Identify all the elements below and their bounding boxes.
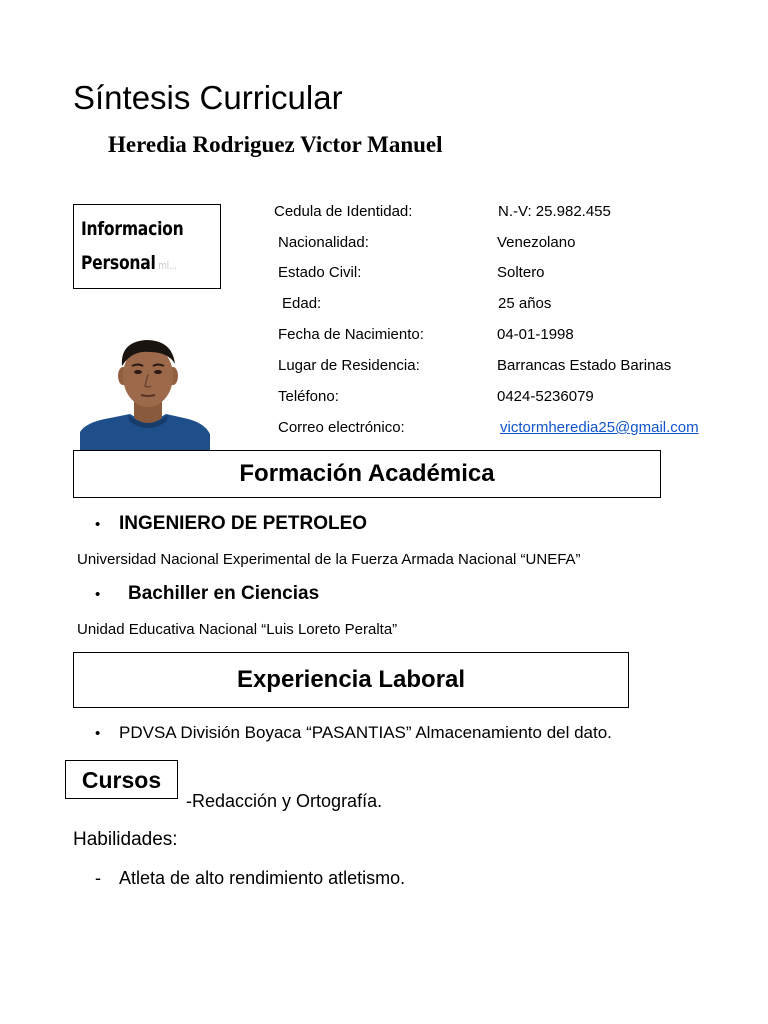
- profile-photo: [80, 336, 210, 450]
- personal-info-box-label: [81, 212, 183, 283]
- experience-bullet-1: •: [95, 725, 101, 742]
- personal-info-box-faint-text: ml...: [158, 259, 177, 272]
- education-institution-1: Universidad Nacional Experimental de la Fuerza Armada Nacional “UNEFA”: [77, 551, 581, 568]
- birth-date-label: Fecha de Nacimiento:: [278, 326, 424, 343]
- experience-item-1: PDVSA División Boyaca “PASANTIAS” Almacenamiento del dato.: [119, 723, 612, 742]
- age-label: Edad:: [282, 295, 322, 312]
- phone-label: Teléfono:: [278, 388, 339, 405]
- civil-status-value: Soltero: [497, 264, 545, 281]
- skills-heading: Habilidades:: [73, 829, 178, 850]
- age-value: 25 años: [498, 295, 552, 312]
- phone-value: 0424-5236079: [497, 388, 594, 405]
- education-title-1: INGENIERO DE PETROLEO: [119, 513, 368, 534]
- experience-heading: Experiencia Laboral: [236, 666, 466, 693]
- education-bullet-1: •: [95, 516, 101, 533]
- education-title-2: Bachiller en Ciencias: [128, 583, 320, 604]
- person-name: Heredia Rodriguez Victor Manuel: [108, 132, 443, 157]
- personal-info-box: [73, 204, 221, 289]
- email-link[interactable]: [500, 419, 699, 437]
- skills-item-1: Atleta de alto rendimiento atletismo.: [119, 868, 406, 888]
- nationality-value: Venezolano: [497, 234, 576, 251]
- email-label: Correo electrónico:: [278, 419, 405, 436]
- nationality-label: Nacionalidad:: [278, 234, 369, 251]
- courses-item-1: -Redacción y Ortografía.: [186, 791, 383, 811]
- residence-label: Lugar de Residencia:: [278, 357, 420, 374]
- birth-date-value: 04-01-1998: [497, 326, 574, 343]
- civil-status-label: Estado Civil:: [278, 264, 362, 281]
- courses-section-header: [65, 760, 178, 799]
- experience-section-header: [73, 652, 629, 708]
- courses-heading: Cursos: [81, 766, 162, 793]
- education-bullet-2: •: [95, 586, 101, 603]
- residence-value: Barrancas Estado Barinas: [497, 357, 672, 374]
- education-heading: Formación Académica: [239, 460, 495, 487]
- skills-bullet-1: -: [95, 868, 101, 888]
- id-label: Cedula de Identidad:: [274, 203, 413, 220]
- education-institution-2: Unidad Educativa Nacional “Luis Loreto Peralta”: [77, 621, 398, 638]
- education-section-header: [73, 450, 661, 498]
- profile-photo-image: [80, 336, 210, 450]
- document-title: Síntesis Curricular: [73, 79, 343, 116]
- personal-info-box-line2: Personal: [81, 252, 156, 274]
- email-link-text[interactable]: victormheredia25@gmail.com: [500, 419, 699, 436]
- personal-info-box-line1: Informacion: [81, 218, 184, 240]
- id-value: N.-V: 25.982.455: [498, 203, 611, 220]
